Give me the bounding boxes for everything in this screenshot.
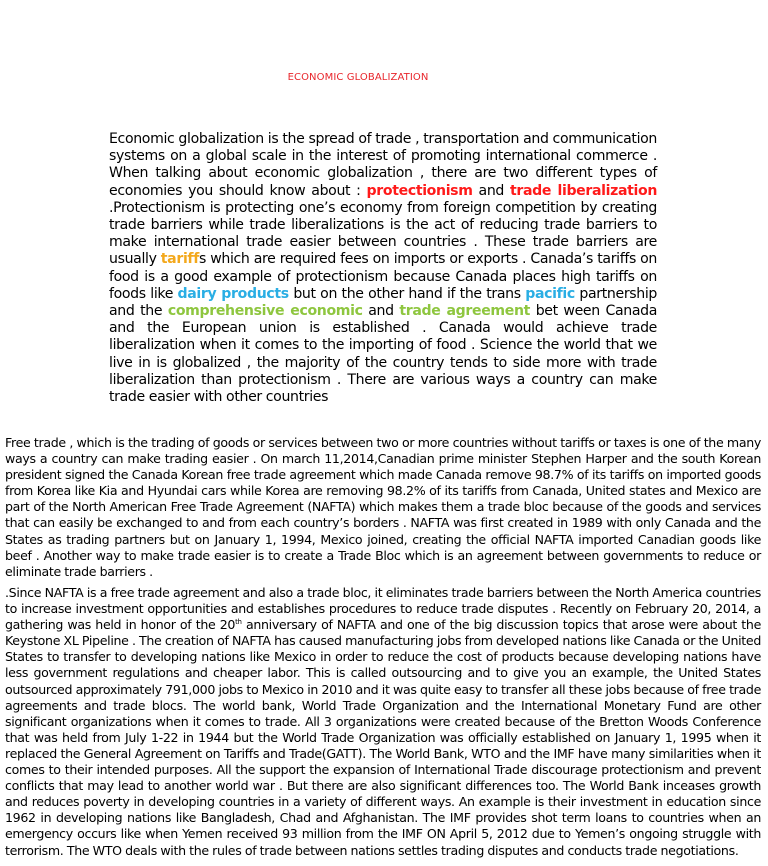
intro-text-6: partnership and the xyxy=(109,285,658,320)
intro-text-7: and xyxy=(362,303,400,320)
keyword-pacific: pacific xyxy=(525,285,575,302)
ordinal-superscript: th xyxy=(235,618,242,626)
nafta-text-1: .Since NAFTA is a free trade agreement and also a trade bloc, it eliminates trade barriers between the North America countries to increase investment opportunities and establishes procedures to reduce trade disputes . Recently on February 20, 2014, a gathering was held in honor of the 20 xyxy=(5,585,761,633)
intro-text-4: s which are required fees on imports or exports . Canada’s tariffs on food is a good example of protectionism because Canada places high tariffs on foods like xyxy=(109,251,658,302)
keyword-protectionism: protectionism xyxy=(366,182,473,199)
keyword-trade-agreement: trade agreement xyxy=(399,303,531,320)
document-title: ECONOMIC GLOBALIZATION xyxy=(287,72,429,83)
intro-text-8: bet ween Canada and the European union is established . Canada would achieve trade liberalization when it comes to the importing of food . Science the world that we live in is globalized , the majority of the country tends to side more with trade liberalization than protectionism . There are various ways a country can make trade easier with other countries xyxy=(109,303,657,406)
keyword-tariff: tariff xyxy=(160,251,199,268)
intro-text-1: Economic globalization is the spread of trade , transportation and communication systems on a global scale in the interest of promoting international commerce . When talking about economic globalization , there are two different types of economies you should know about : xyxy=(109,131,657,199)
intro-text-3: .Protectionism is protecting one’s economy from foreign competition by creating trade barriers while trade liberalizations is the act of reducing trade barriers to make international trade easier between countries . These trade barriers are usually xyxy=(109,199,657,268)
keyword-trade-liberalization: trade liberalization xyxy=(509,182,658,199)
intro-text-5: but on the other hand if the trans xyxy=(288,285,526,302)
keyword-dairy-products: dairy products xyxy=(177,285,289,302)
intro-paragraph xyxy=(109,131,657,406)
nafta-text-2: anniversary of NAFTA and one of the big discussion topics that arose were about the Keystone XL Pipeline . The creation of NAFTA has caused manufacturing jobs from developed nations like Canada or the United States to transfer to developing nations like Mexico in order to reduce the cost of products because developing nations have less government regulations and cheaper labor. This is called outsourcing and to give you an example, the United States outsourced approximately 791,000 jobs to Mexico in 2010 and it was quite easy to transfer all these jobs because of free trade agreements and trade blocs. The world bank, World Trade Organization and the International Monetary Fund are other significant organizations when it comes to trade. All 3 organizations were created because of the Bretton Woods Conference that was held from July 1-22 in 1944 but the World Trade Organization was officially established on January 1, 1995 when it replaced the General Agreement on Tariffs and Trade(GATT). The World Bank, WTO and the IMF have many similarities when it comes to their intended purposes. All the support the expansion of International Trade discourage protectionism and prevent conflicts that may lead to another world war . But there are also significant differences too. The World Bank inceases growth and reduces poverty in developing countries in a variety of different ways. An example is their investment in education since 1962 in developing nations like Bangladesh, Chad and Afghanistan. The IMF provides shot term loans to countries when an emergency occurs like when Yemen received 93 million from the IMF ON April 5, 2012 due to Yemen’s ongoing struggle with terrorism. The WTO deals with the rules of trade between nations settles trading disputes and conducts trade negotiations. xyxy=(5,617,761,858)
keyword-comprehensive-economic: comprehensive economic xyxy=(167,303,363,320)
nafta-paragraph xyxy=(5,585,761,859)
free-trade-paragraph: Free trade , which is the trading of goods or services between two or more countries without tariffs or taxes is one of the many ways a country can make trading easier . On march 11,2014,Canadian prime minister Stephen Harper and the south Korean president signed the Canada Korean free trade agreement which made Canada remove 98.7% of its tariffs on imported goods from Korea like Kia and Hyundai cars while Korea are removing 98.2% of its tariffs from Canada, United states and Mexico are part of the North American Free Trade Agreement (NAFTA) which makes them a trade bloc because of the goods and services that can easily be exchanged to and from each country’s borders . NAFTA was first created in 1989 with only Canada and the States as trading partners but on January 1, 1994, Mexico joined, creating the official NAFTA imported Canadian goods like beef . Another way to make trade easier is to create a Trade Bloc which is an agreement between governments to reduce or eliminate trade barriers . xyxy=(5,435,761,579)
intro-text-2: and xyxy=(472,182,510,199)
